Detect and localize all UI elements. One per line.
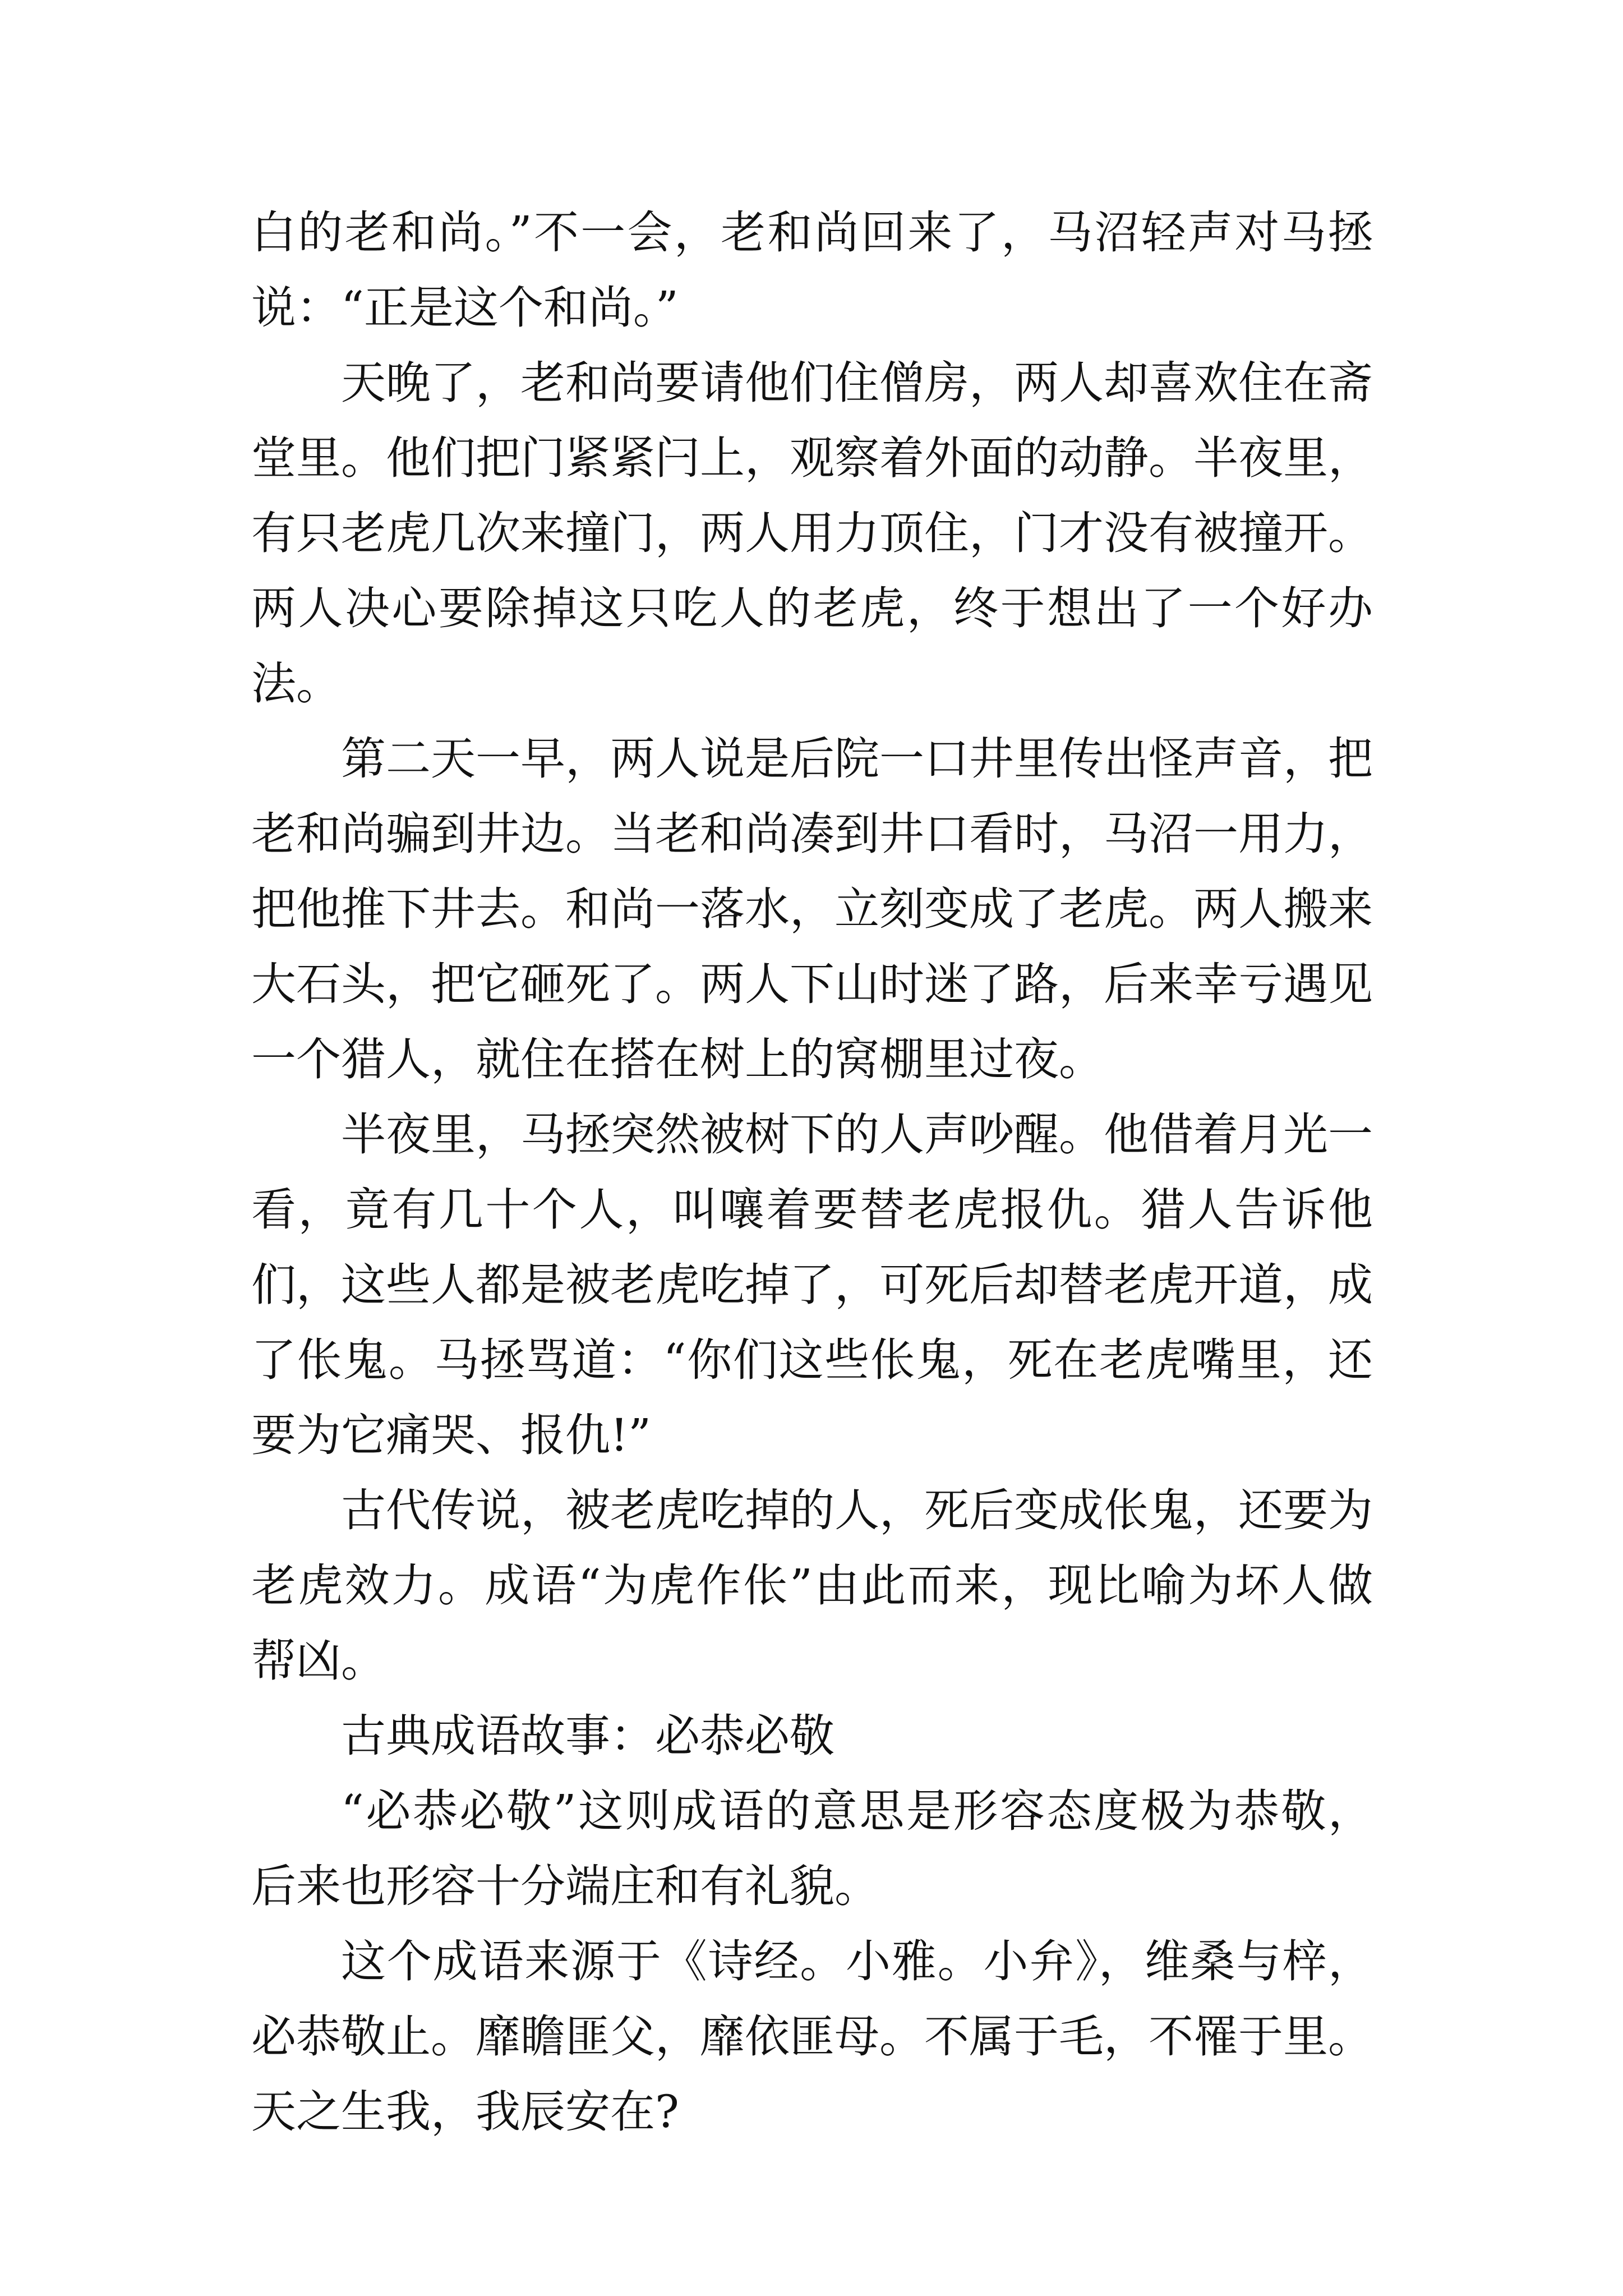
paragraph-continuation: 白的老和尚。”不一会，老和尚回来了，马沼轻声对马拯说：“正是这个和尚。” [251, 206, 1373, 334]
paragraph-idiom-source: 这个成语来源于《诗经。小雅。小弁》，维桑与梓，必恭敬止。靡瞻匪父，靡依匪母。不属于毛，不罹于里。天之生我，我辰安在? [251, 1935, 1373, 2138]
section-heading: 古典成语故事：必恭必敬 [341, 1710, 834, 1762]
paragraph-idiom-origin: 古代传说，被老虎吃掉的人，死后变成伥鬼，还要为老虎效力。成语“为虎作伥”由此而来，现比喻为坏人做帮凶。 [251, 1484, 1373, 1687]
document-body [251, 195, 1373, 2150]
paragraph-well-trap: 第二天一早，两人说是后院一口井里传出怪声音，把老和尚骗到井边。当老和尚凑到井口看时，马沼一用力，把他推下井去。和尚一落水，立刻变成了老虎。两人搬来大石头，把它砸死了。两人下山时迷了路，后来幸亏遇见一个猎人，就住在搭在树上的窝棚里过夜。 [251, 733, 1373, 1085]
paragraph-night-at-temple: 天晚了，老和尚要请他们住僧房，两人却喜欢住在斋堂里。他们把门紧紧闩上，观察着外面的动静。半夜里，有只老虎几次来撞门，两人用力顶住，门才没有被撞开。两人决心要除掉这只吃人的老虎，终于想出了一个好办法。 [251, 357, 1373, 710]
paragraph-idiom-meaning: “必恭必敬”这则成语的意思是形容态度极为恭敬，后来也形容十分端庄和有礼貌。 [251, 1785, 1373, 1912]
paragraph-chang-ghosts: 半夜里，马拯突然被树下的人声吵醒。他借着月光一看，竟有几十个人，叫嚷着要替老虎报仇。猎人告诉他们，这些人都是被老虎吃掉了，可死后却替老虎开道，成了伥鬼。马拯骂道：“你们这些伥鬼，死在老虎嘴里，还要为它痛哭、报仇!” [251, 1108, 1373, 1461]
